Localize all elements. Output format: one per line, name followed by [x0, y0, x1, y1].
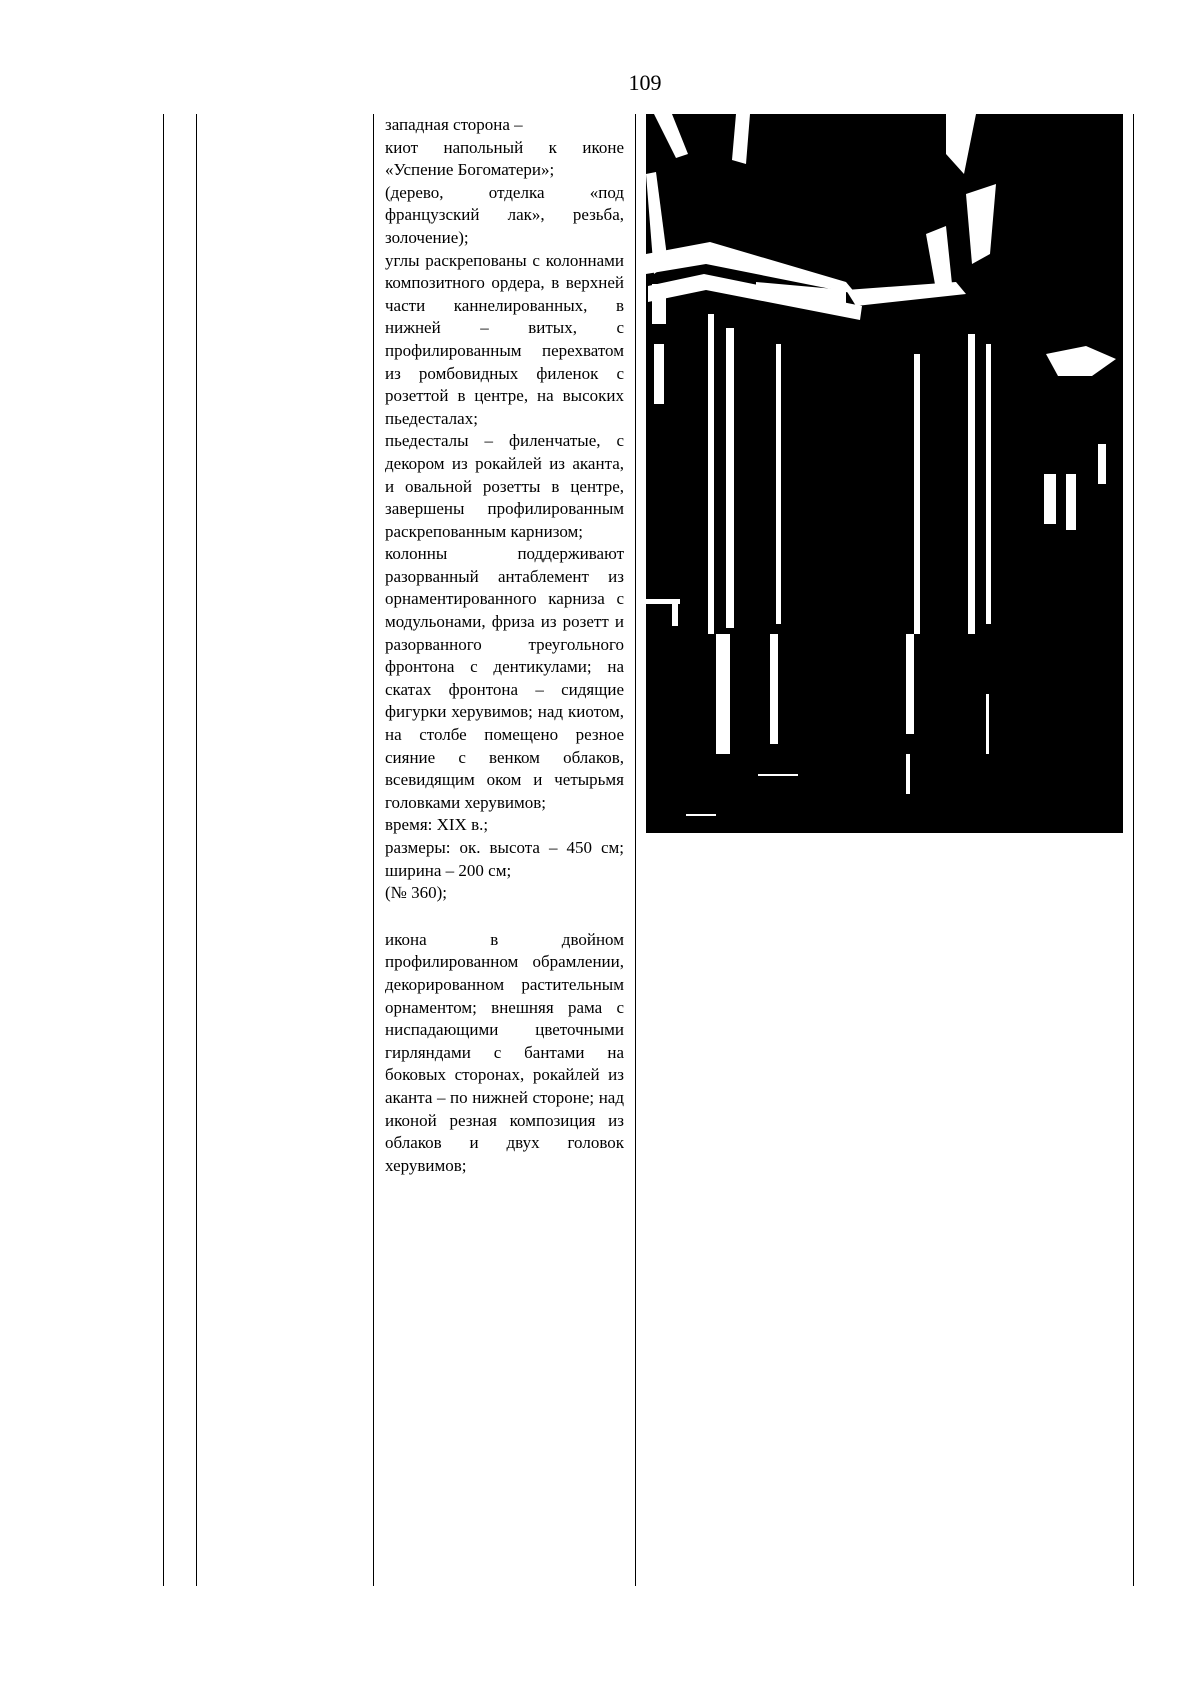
table-border-line	[373, 114, 374, 1586]
icon-description: икона в двойном профилированном обрамлении, декорированном растительным орнаментом; внешняя рама с ниспадающими цветочными гирляндами с бантами на боковых сторонах, рокайлей из аканта – по нижней стороне; над иконой резная композиция из облаков и двух головок херувимов;	[385, 929, 624, 1175]
kiot-photo-image	[646, 114, 1123, 833]
table-border-line	[196, 114, 197, 1586]
page-number: 109	[628, 70, 662, 95]
description-line: (дерево, отделка «под французский лак», резьба, золочение);	[385, 182, 624, 247]
description-line: колонны поддерживают разорванный антаблемент из орнаментированного карниза с модульонами, фриза из розетт и разорванного треугольного фронтона с дентикулами; на скатах фронтона – сидящие фигурки херувимов; над киотом, на столбе помещено резное сияние с венком облаков, всевидящим оком и четырьмя головками херувимов;	[385, 544, 624, 812]
table-border-line	[1133, 114, 1134, 1586]
table-border-line	[635, 114, 636, 1586]
table-border-line	[163, 114, 164, 1586]
description-line: пьедесталы – филенчатые, с декором из рокайлей из аканта, и овальной розетты в центре, завершены профилированным раскрепованным карнизом;	[385, 431, 624, 541]
description-line: западная сторона –	[385, 115, 523, 134]
description-line: углы раскрепованы с колоннами композитного ордера, в верхней части каннелированных, в нижней – витых, с профилированным перехватом из ромбовидных филенок с розеттой в центре, на высоких пьедесталах;	[385, 250, 624, 428]
paragraph-gap	[385, 905, 624, 929]
description-line: киот напольный к иконе «Успение Богоматери»;	[385, 137, 624, 180]
description-line: (№ 360);	[385, 883, 448, 903]
description-line: размеры: ок. высота – 450 см; ширина – 200 см;	[385, 838, 624, 880]
description-column	[385, 114, 624, 1177]
kiot-photo	[646, 114, 1123, 833]
description-line: время: XIX в.;	[385, 815, 489, 835]
